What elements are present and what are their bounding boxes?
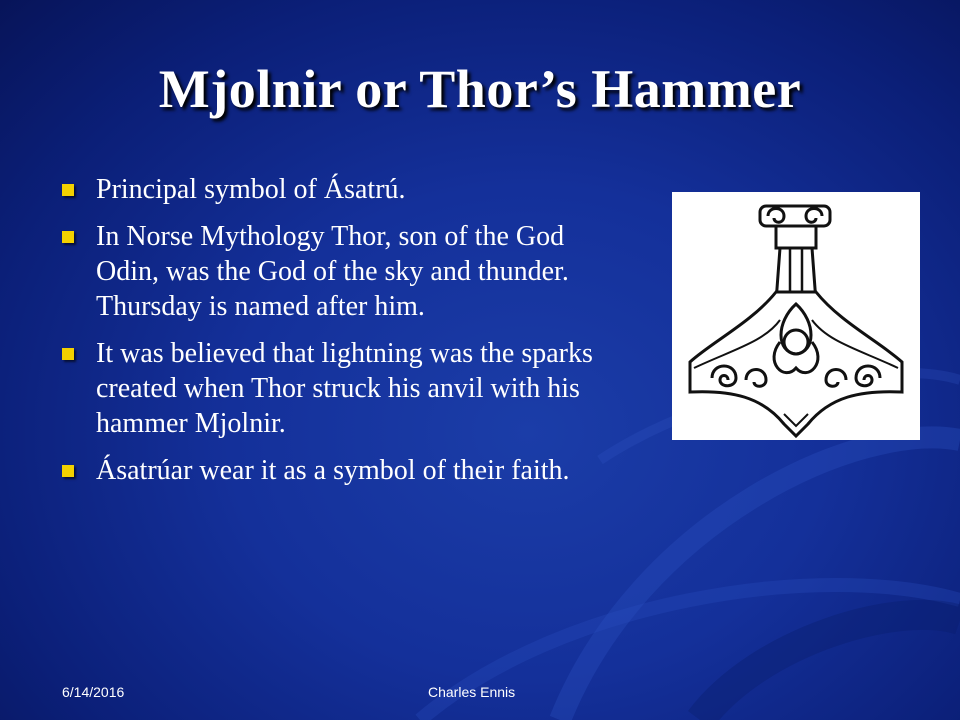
mjolnir-hammer-icon [672, 192, 920, 440]
footer-author: Charles Ennis [428, 684, 516, 700]
bullet-item [60, 453, 600, 488]
bullet-text: Ásatrúar wear it as a symbol of their faith. [96, 455, 570, 486]
footer-date: 6/14/2016 [62, 684, 125, 700]
mjolnir-image [672, 192, 920, 440]
bullet-item [60, 336, 600, 441]
slide-title: Mjolnir or Thor’s Hammer [158, 59, 802, 119]
bullet-text: It was believed that lightning was the sparks created when Thor struck his anvil with his hammer Mjolnir. [96, 338, 593, 439]
bullet-item [60, 172, 600, 207]
square-bullet-icon [62, 184, 74, 196]
bullet-item [60, 219, 600, 324]
bullet-text: In Norse Mythology Thor, son of the God Odin, was the God of the sky and thunder. Thursday is named after him. [96, 221, 569, 322]
square-bullet-icon [62, 231, 74, 243]
square-bullet-icon [62, 465, 74, 477]
square-bullet-icon [62, 348, 74, 360]
bullet-text: Principal symbol of Ásatrú. [96, 174, 406, 205]
bullet-list [60, 172, 600, 500]
